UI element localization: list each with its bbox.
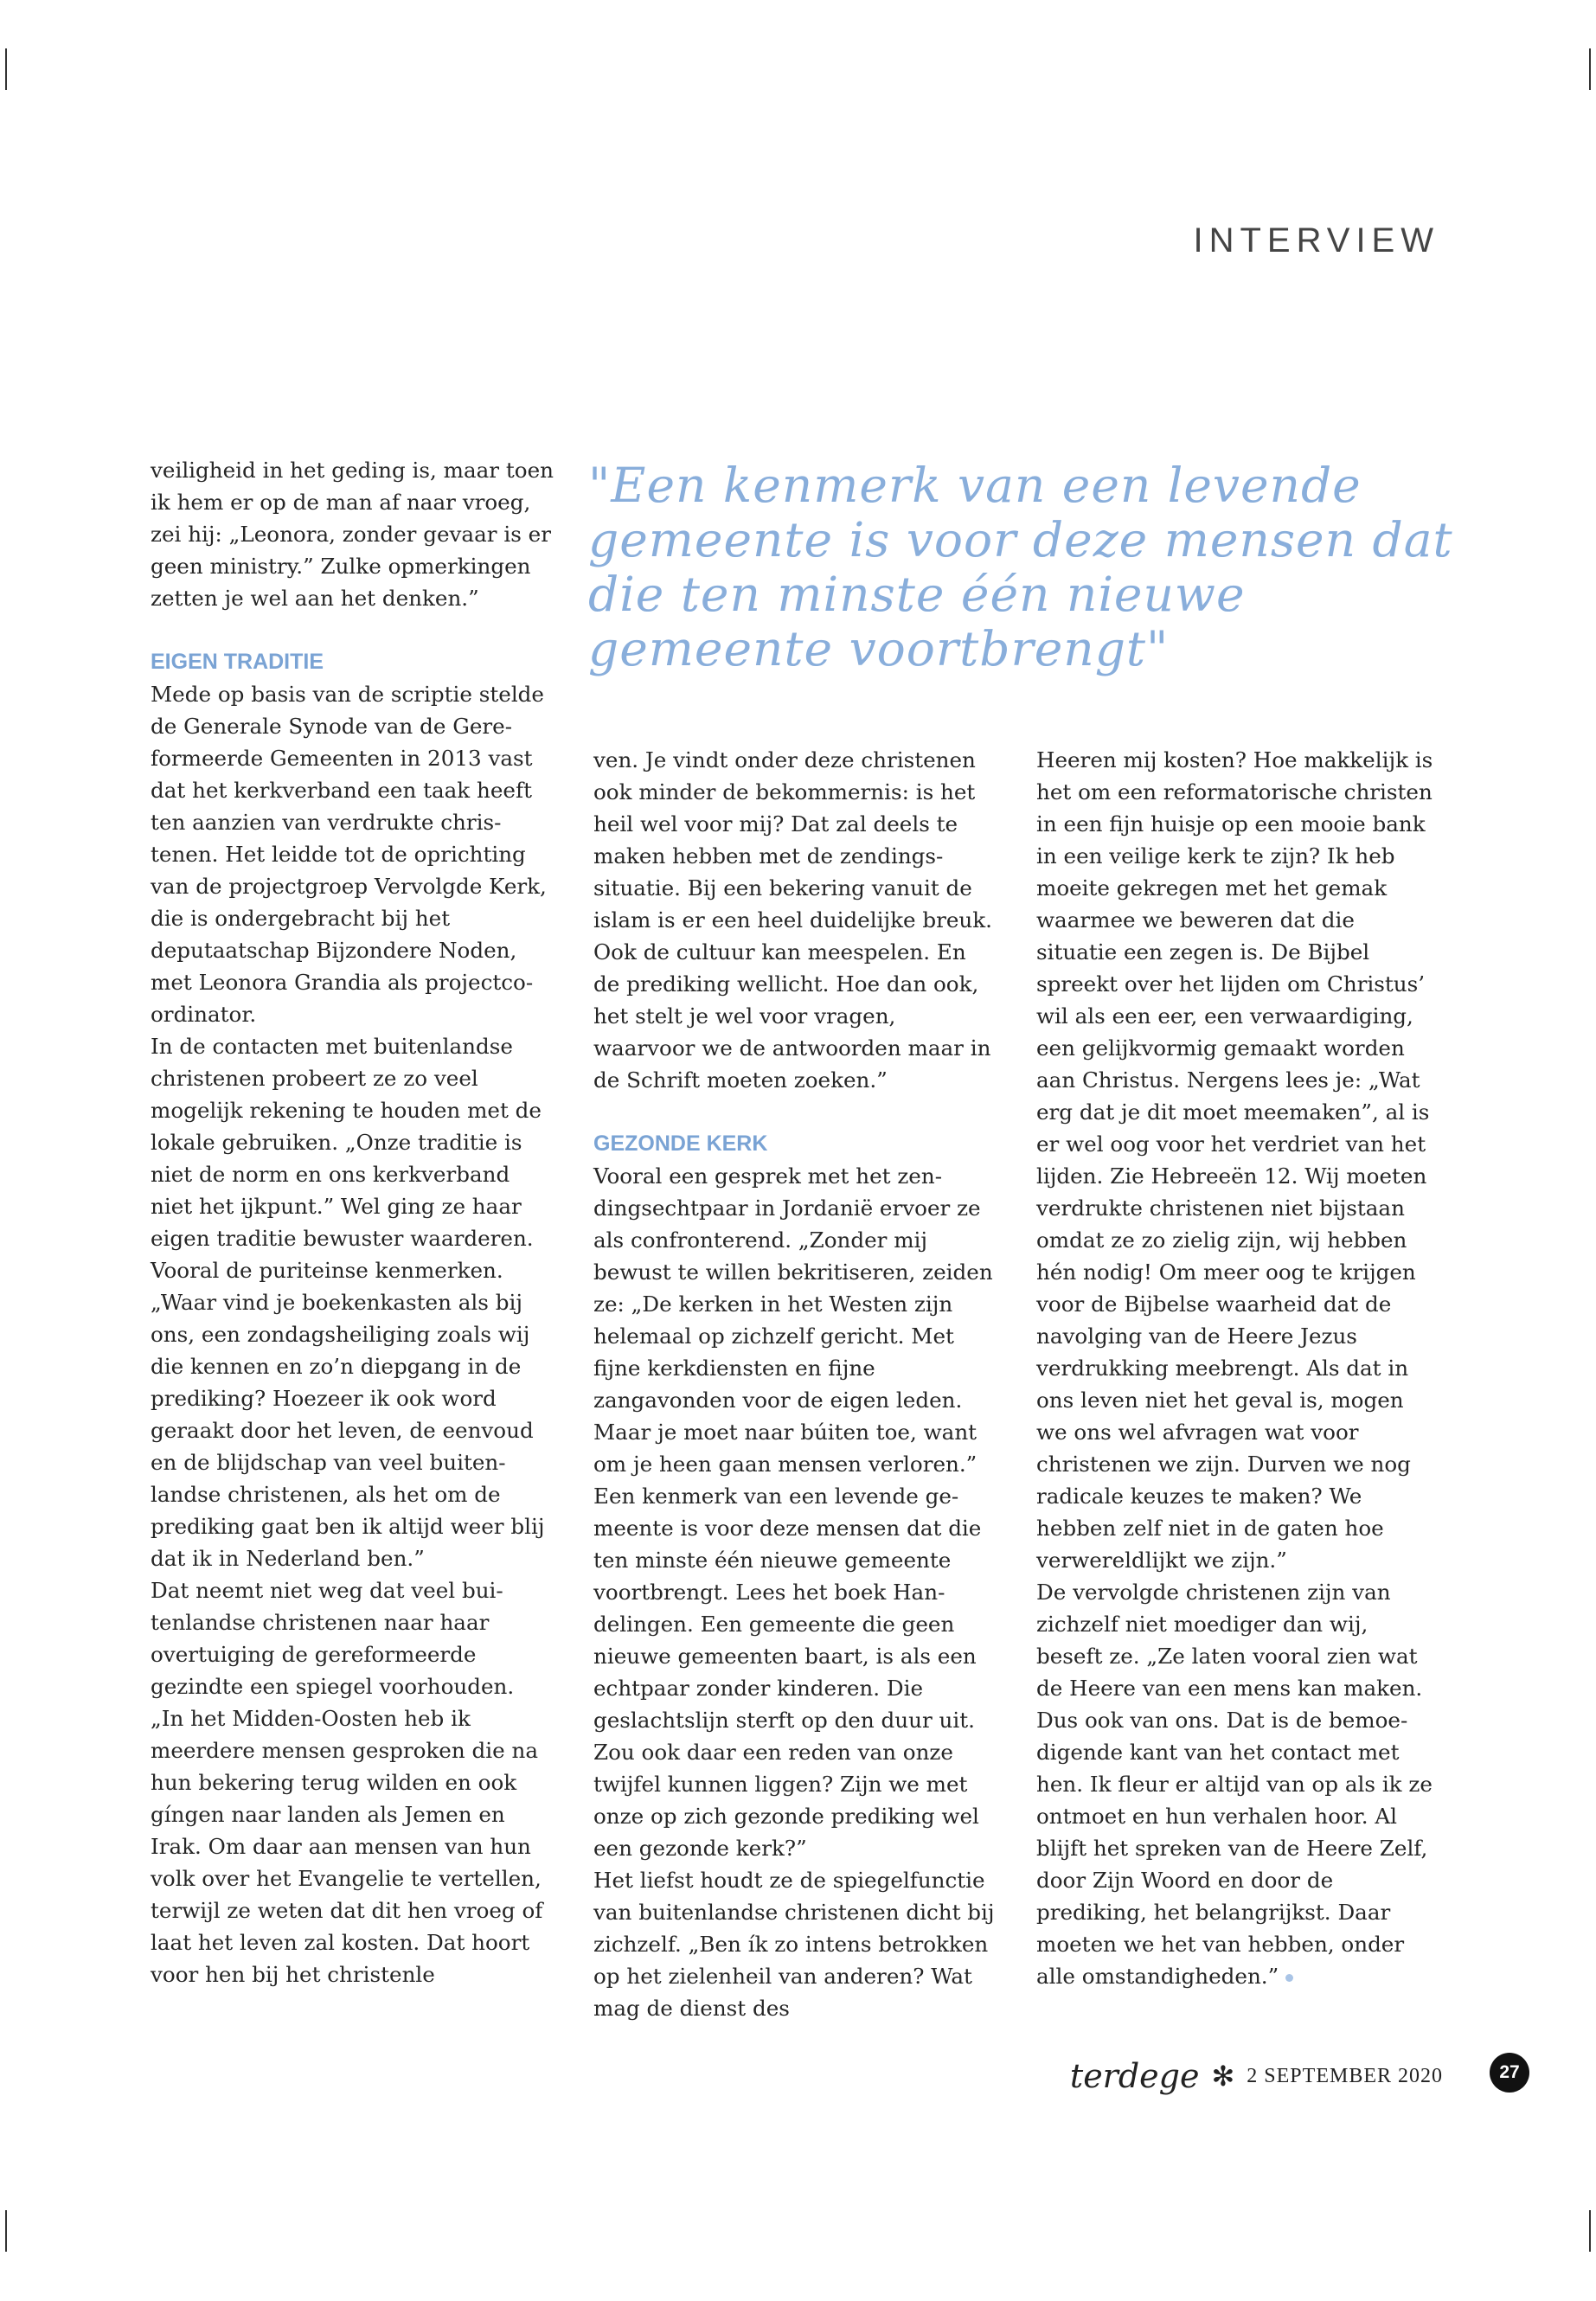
- paragraph: In de contacten met buitenlandse christenen probeert ze zo veel mogelijk rekening te houden met de lokale gebruiken. „Onze traditie is niet de norm en ons kerkverband niet het ijkpunt.” Wel ging ze haar eigen traditie bewuster waarderen. Vooral de puriteinse kenmerken. „Waar vind je boekenkasten als bij ons, een zondagsheiliging zoals wij die kennen en zo’n diepgang in de prediking? Hoezeer ik ook word geraakt door het leven, de eenvoud en de blijdschap van veel buitenlandse christenen, als het om de prediking gaat ben ik altijd weer blij dat ik in Nederland ben.”: [151, 1034, 545, 1571]
- paragraph: ven. Je vindt onder deze christenen ook minder de bekommernis: is het heil wel voor mij? Dat zal deels te maken hebben met de zendingssituatie. Bij een bekering vanuit de islam is er een heel duidelijke breuk. Ook de cultuur kan meespelen. En de prediking wellicht. Hoe dan ook, het stelt je wel voor vragen, waarvoor we de antwoorden maar in de Schrift moeten zoeken.”: [593, 747, 992, 1093]
- paragraph: veiligheid in het geding is, maar toen ik hem er op de man af naar vroeg, zei hij: „Leonora, zonder gevaar is er geen ministry.” Zulke opmerkingen zetten je wel aan het denken.”: [151, 458, 554, 611]
- page-footer: [1070, 2057, 1443, 2095]
- magazine-logo: terdege: [1069, 2057, 1200, 2095]
- crop-mark-bottom-left: [5, 2210, 7, 2252]
- subheading-eigen-traditie: EIGEN TRADITIE: [151, 650, 324, 674]
- article-column-3: [1036, 744, 1439, 1992]
- paragraph-text: De vervolgde christenen zijn van zichzelf niet moediger dan wij, beseft ze. „Ze laten vooral zien wat de Heere van een mens kan maken. Dus ook van ons. Dat is de bemoedigende kant van het contact met hen. Ik fleur er altijd van op als ik ze ontmoet en hun verhalen hoor. Al blijft het spreken van de Heere Zelf, door Zijn Woord en door de prediking, het belangrijkst. Daar moeten we het van hebben, onder alle omstandigheden.”: [1036, 1580, 1433, 1989]
- paragraph: Dat neemt niet weg dat veel buitenlandse christenen naar haar overtuiging de gereformeerde gezindte een spiegel voorhouden. „In het Midden-Oosten heb ik meerdere mensen gesproken die na hun bekering terug wilden en ook gíngen naar landen als Jemen en Irak. Om daar aan mensen van hun volk over het Evangelie te vertellen, terwijl ze weten dat dit hen vroeg of laat het leven zal kosten. Dat hoort voor hen bij het christenle: [151, 1578, 543, 1987]
- paragraph-last: [1036, 1576, 1439, 1992]
- paragraph: Heeren mij kosten? Hoe makkelijk is het om een reformatorische christen in een fijn huisje op een mooie bank in een veilige kerk te zijn? Ik heb moeite gekregen met het gemak waarmee we beweren dat die situatie een zegen is. De Bijbel spreekt over het lijden om Christus’ wil als een eer, een verwaardiging, een gelijkvormig gemaakt worden aan Christus. Nergens lees je: „Wat erg dat je dit moet meemaken”, al is er wel oog voor het verdriet van het lijden. Zie Hebreeën 12. Wij moeten verdrukte christenen niet bijstaan omdat ze zo zielig zijn, wij hebben hén nodig! Om meer oog te krijgen voor de Bijbelse waarheid dat de navolging van de Heere Jezus verdrukking meebrengt. Als dat in ons leven niet het geval is, mogen we ons wel afvragen wat voor christenen we zijn. Durven we nog radicale keuzes te maken? We hebben zelf niet in de gaten hoe verwereldlijkt we zijn.”: [1036, 747, 1433, 1573]
- page-number: 27: [1490, 2053, 1529, 2093]
- crop-mark-top-right: [1589, 48, 1591, 90]
- paragraph: Mede op basis van de scriptie stelde de Generale Synode van de Gereformeerde Gemeenten in 2013 vast dat het kerkverband een taak heeft ten aanzien van verdrukte christenen. Het leidde tot de oprichting van de projectgroep Vervolgde Kerk, die is ondergebracht bij het deputaatschap Bijzondere Noden, met Leonora Grandia als projectcoordinator.: [151, 682, 547, 1027]
- crop-mark-top-left: [5, 48, 7, 90]
- paragraph: Vooral een gesprek met het zendingsechtpaar in Jordanië ervoer ze als confronterend. „Zonder mij bewust te willen bekritiseren, zeiden ze: „De kerken in het Westen zijn helemaal op zichzelf gericht. Met fijne kerkdiensten en fijne zangavonden voor de eigen leden. Maar je moet naar búiten toe, want om je heen gaan mensen verloren.” Een kenmerk van een levende gemeente is voor deze mensen dat die ten minste één nieuwe gemeente voortbrengt. Lees het boek Handelingen. Een gemeente die geen nieuwe gemeenten baart, is als een echtpaar zonder kinderen. Die geslachtslijn sterft op den duur uit. Zou ook daar een reden van onze twijfel kunnen liggen? Zijn we met onze op zich gezonde prediking wel een gezonde kerk?”: [593, 1163, 993, 1861]
- article-column-2: [593, 744, 997, 2024]
- section-label: INTERVIEW: [1193, 221, 1439, 260]
- issue-date: 2 SEPTEMBER 2020: [1247, 2064, 1443, 2087]
- article-column-1: [151, 454, 554, 1990]
- paragraph: Het liefst houdt ze de spiegelfunctie van buitenlandse christenen dicht bij zichzelf. „Ben ík zo intens betrokken op het zielenheil van anderen? Wat mag de dienst des: [593, 1868, 995, 2021]
- subheading-gezonde-kerk: GEZONDE KERK: [593, 1131, 768, 1156]
- asterisk-icon: ✻: [1211, 2061, 1235, 2092]
- pull-quote: "Een kenmerk van een levende gemeente is voor deze mensen dat die ten minste één nieuwe gemeente voortbrengt": [588, 458, 1453, 676]
- crop-mark-bottom-right: [1589, 2210, 1591, 2252]
- end-mark-icon: [1285, 1974, 1293, 1982]
